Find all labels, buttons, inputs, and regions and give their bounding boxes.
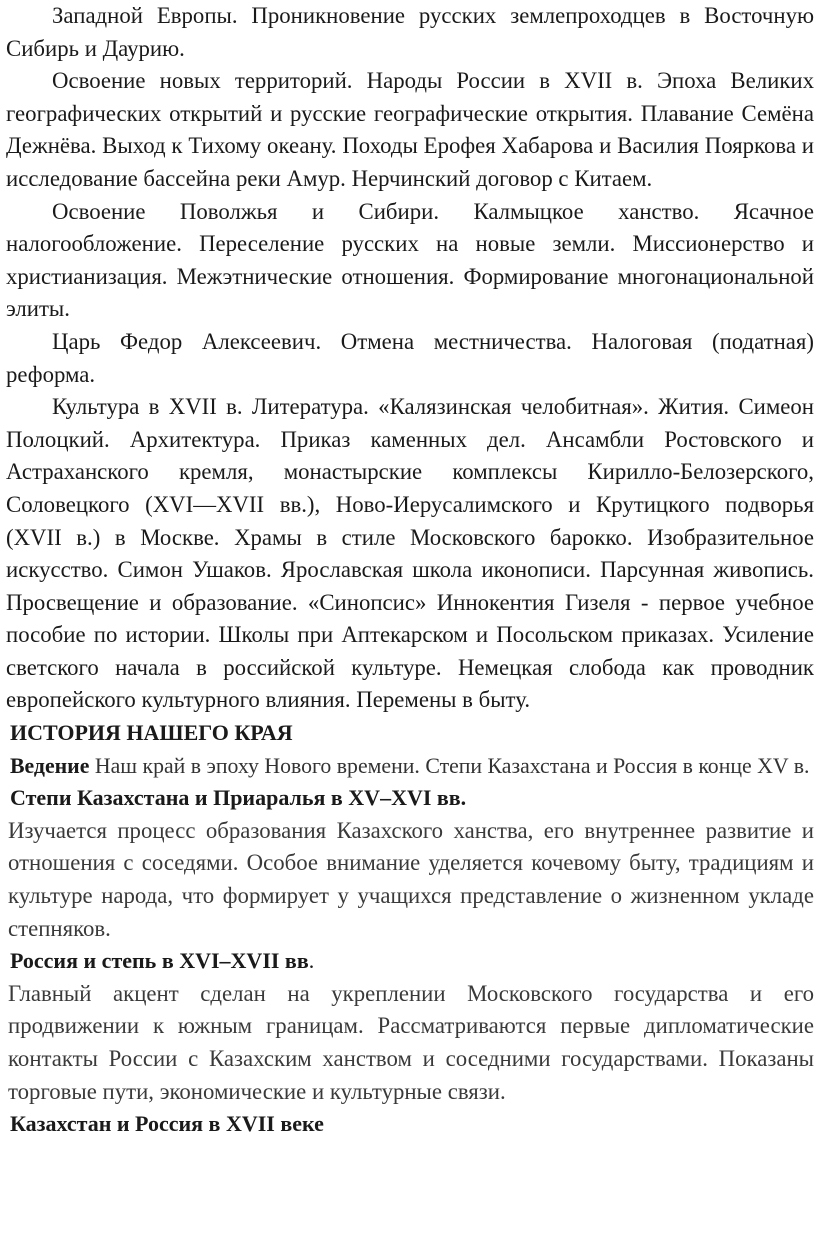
intro-text: Наш край в эпоху Нового времени. Степи Казахстана и Россия в конце XV в. (89, 753, 810, 778)
topic-body: Изучается процесс образования Казахского ханства, его внутреннее развитие и отношения с соседями. Особое внимание уделяется кочевому быту, традициям и культуре народа, что формирует у учащихся представление о жизненном укладе степняков. (8, 817, 814, 941)
topic-title: Россия и степь в XVI–XVII вв. (10, 948, 315, 974)
intro-paragraph (6, 750, 814, 783)
paragraph-new-territories: Освоение новых территорий. Народы России в XVII в. Эпоха Великих географических открытий и русские географические открытия. Плавание Семёна Дежнёва. Выход к Тихому океану. Походы Ерофея Хабарова и Василия Пояркова и исследование бассейна реки Амур. Нерчинский договор с Китаем. (6, 68, 814, 191)
intro-bold-label: Ведение (10, 753, 90, 778)
topic-body: Главный акцент сделан на укреплении Московского государства и его продвижении к южным границам. Рассматриваются первые дипломатические контакты России с Казахским ханством и соседними государствами. Показаны торговые пути, экономические и культурные связи. (8, 980, 814, 1104)
topic-title: Казахстан и Россия в XVII веке (10, 1111, 324, 1137)
paragraph-tsar-fedor: Царь Федор Алексеевич. Отмена местничества. Налоговая (податная) реформа. (6, 328, 814, 387)
paragraph-volga-siberia: Освоение Поволжья и Сибири. Калмыцкое ханство. Ясачное налогообложение. Переселение русских на новые земли. Миссионерство и христианизация. Межэтнические отношения. Формирование многонациональной элиты. (6, 198, 814, 322)
section-heading: ИСТОРИЯ НАШЕГО КРАЯ (10, 720, 293, 746)
paragraph-western-europe: Западной Европы. Проникновение русских землепроходцев в Восточную Сибирь и Даурию. (6, 3, 814, 61)
paragraph-culture-17th-century: Культура в XVII в. Литература. «Калязинская челобитная». Жития. Симеон Полоцкий. Архитектура. Приказ каменных дел. Ансамбли Ростовского и Астраханского кремля, монастырские комплексы Кирилло-Белозерского, Соловецкого (XVI—XVII вв.), Ново-Иерусалимского и Крутицкого подворья (XVII в.) в Москве. Храмы в стиле Московского барокко. Изобразительное искусство. Симон Ушаков. Ярославская школа иконописи. Парсунная живопись. Просвещение и образование. «Синопсис» Иннокентия Гизеля - первое учебное пособие по истории. Школы при Аптекарском и Посольском приказах. Усиление светского начала в российской культуре. Немецкая слобода как проводник европейского культурного влияния. Перемены в быту. (6, 394, 814, 713)
topic-title: Степи Казахстана и Приаралья в XV–XVI вв. (10, 785, 467, 811)
